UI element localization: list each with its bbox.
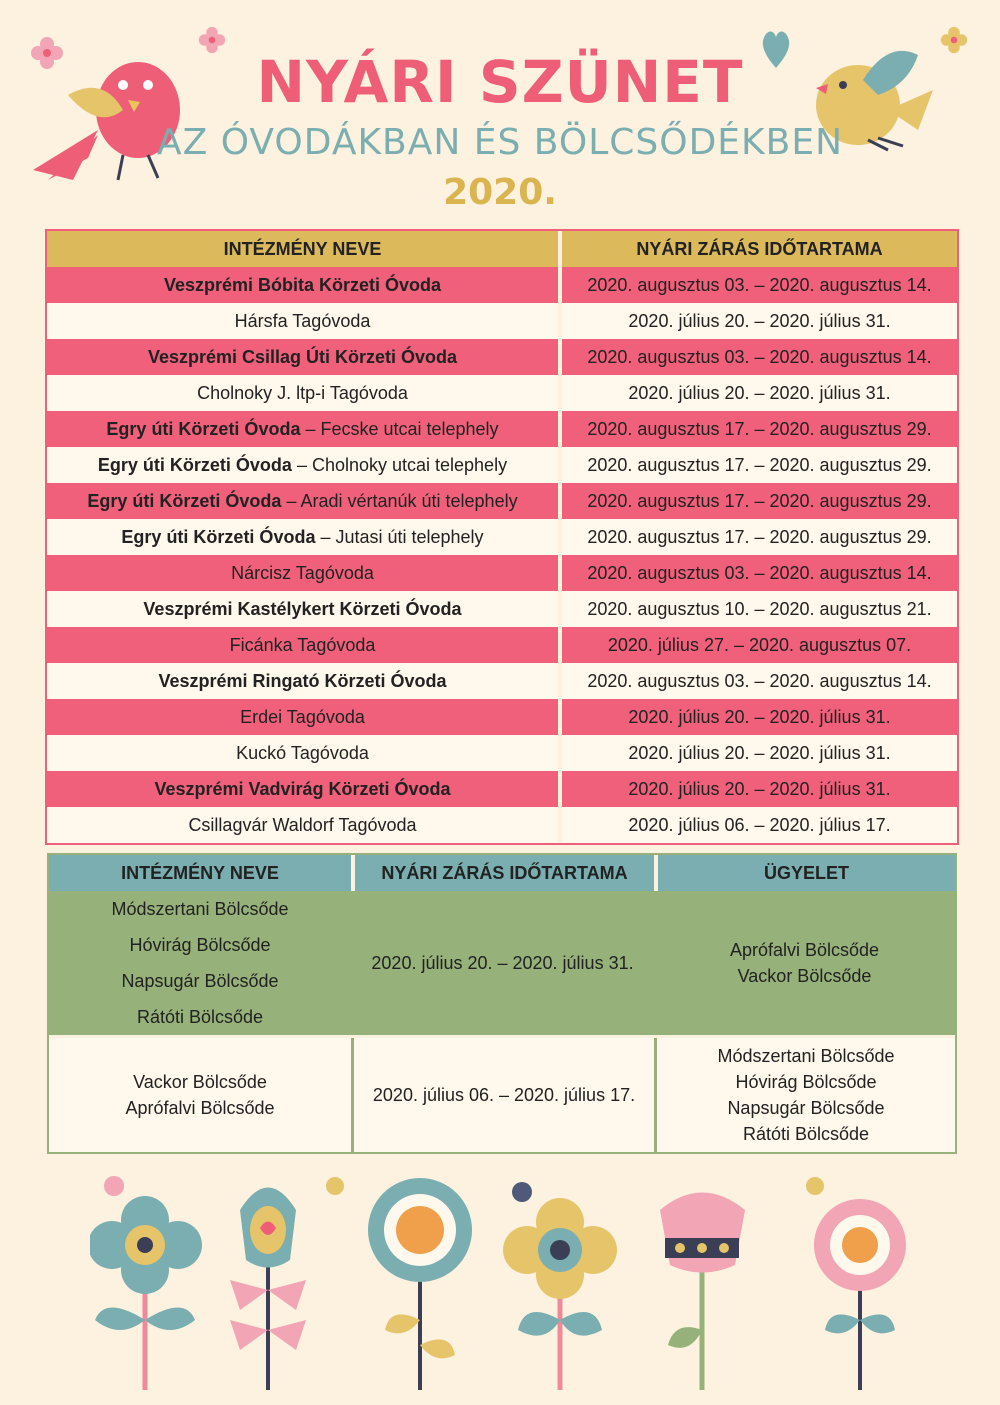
- institution-name-rest: – Fecske utcai telephely: [300, 418, 499, 439]
- page-subtitle: AZ ÓVODÁKBAN ÉS BÖLCSŐDÉKBEN: [156, 122, 844, 163]
- duty-name: Hóvirág Bölcsőde: [735, 1072, 877, 1092]
- table-row: [49, 1035, 955, 1152]
- institution-name-bold: Egry úti Körzeti Óvoda: [87, 490, 282, 511]
- closure-period: 2020. augusztus 03. – 2020. augusztus 14.: [587, 346, 932, 367]
- table-row: [47, 375, 957, 411]
- flower-icon: [90, 1170, 970, 1395]
- closure-period: 2020. augusztus 17. – 2020. augusztus 29.: [587, 418, 932, 439]
- closure-period: 2020. július 27. – 2020. augusztus 07.: [607, 634, 912, 655]
- table-row: [47, 447, 957, 483]
- institution-name: [47, 519, 562, 555]
- institution-name-rest: Ficánka Tagóvoda: [229, 634, 376, 655]
- institution-name: Napsugár Bölcsőde: [121, 971, 279, 991]
- institution-name: [47, 339, 562, 375]
- institution-name: [47, 483, 562, 519]
- header-institution: INTÉZMÉNY NEVE: [47, 231, 562, 267]
- table-row: [47, 411, 957, 447]
- table-row: [47, 699, 957, 735]
- institution-name: [47, 375, 562, 411]
- table-row: [47, 483, 957, 519]
- closure-period: 2020. július 20. – 2020. július 31.: [628, 742, 891, 763]
- institution-name-bold: Egry úti Körzeti Óvoda: [121, 526, 316, 547]
- table-row: [47, 735, 957, 771]
- institution-name-rest: Erdei Tagóvoda: [240, 706, 365, 727]
- table-row: [47, 663, 957, 699]
- table-row: [47, 519, 957, 555]
- kindergarten-table: [45, 229, 959, 845]
- table-row: [47, 555, 957, 591]
- closure-period: 2020. július 06. – 2020. július 17.: [628, 814, 891, 835]
- institution-name-bold: Veszprémi Vadvirág Körzeti Óvoda: [154, 778, 451, 799]
- duty-name: Módszertani Bölcsőde: [717, 1046, 895, 1066]
- institution-name: [47, 735, 562, 771]
- table-row: [47, 627, 957, 663]
- closure-period: 2020. augusztus 10. – 2020. augusztus 21.: [587, 598, 932, 619]
- institution-name: Rátóti Bölcsőde: [136, 1007, 264, 1027]
- institution-name-rest: Hársfa Tagóvoda: [234, 310, 371, 331]
- table-row: [47, 267, 957, 303]
- closure-period: 2020. július 20. – 2020. július 31.: [628, 382, 891, 403]
- table-header: [47, 231, 957, 267]
- institution-name-bold: Egry úti Körzeti Óvoda: [97, 454, 292, 475]
- duty-name: Napsugár Bölcsőde: [727, 1098, 885, 1118]
- institution-name-bold: Veszprémi Csillag Úti Körzeti Óvoda: [147, 346, 458, 367]
- nursery-table: [47, 853, 957, 1154]
- institution-name-rest: – Jutasi úti telephely: [315, 526, 484, 547]
- closure-period: 2020. július 20. – 2020. július 31.: [628, 310, 891, 331]
- institution-name-rest: – Aradi vértanúk úti telephely: [281, 490, 518, 511]
- institution-name: [47, 699, 562, 735]
- duty-name: Aprófalvi Bölcsőde: [729, 940, 880, 960]
- closure-period: 2020. augusztus 17. – 2020. augusztus 29.: [587, 490, 932, 511]
- page-year: 2020.: [443, 172, 557, 213]
- closure-period: 2020. július 06. – 2020. július 17.: [351, 1038, 654, 1152]
- closure-period: 2020. július 20. – 2020. július 31.: [371, 952, 634, 973]
- institution-name: [47, 807, 562, 843]
- duty-name: Vackor Bölcsőde: [737, 966, 872, 986]
- duty-names: [654, 891, 955, 1035]
- institution-name: [47, 303, 562, 339]
- table-row: [47, 303, 957, 339]
- duty-names: [654, 1038, 955, 1152]
- header-period: NYÁRI ZÁRÁS IDŐTARTAMA: [351, 855, 654, 891]
- institution-name: Aprófalvi Bölcsőde: [125, 1098, 275, 1118]
- table-row: [47, 771, 957, 807]
- closure-period: 2020. augusztus 17. – 2020. augusztus 29.: [587, 526, 932, 547]
- institution-name: Vackor Bölcsőde: [133, 1072, 267, 1092]
- closure-period: 2020. augusztus 17. – 2020. augusztus 29.: [587, 454, 932, 475]
- header-institution: INTÉZMÉNY NEVE: [121, 862, 279, 883]
- institution-name-bold: Veszprémi Ringató Körzeti Óvoda: [158, 670, 447, 691]
- closure-period: 2020. augusztus 03. – 2020. augusztus 14.: [587, 562, 932, 583]
- closure-period: 2020. július 20. – 2020. július 31.: [628, 778, 891, 799]
- table-row: [47, 807, 957, 843]
- header-duty: ÜGYELET: [654, 855, 955, 891]
- institution-name: [47, 267, 562, 303]
- institution-names: [49, 1038, 351, 1152]
- institution-name: [47, 663, 562, 699]
- institution-name: Hóvirág Bölcsőde: [129, 935, 271, 955]
- page-title: NYÁRI SZÜNET: [256, 48, 744, 116]
- header-period: NYÁRI ZÁRÁS IDŐTARTAMA: [636, 238, 883, 259]
- closure-period: 2020. július 20. – 2020. július 31.: [628, 706, 891, 727]
- institution-name-bold: Veszprémi Bóbita Körzeti Óvoda: [163, 274, 442, 295]
- table-row: [49, 891, 955, 1035]
- closure-period: 2020. augusztus 03. – 2020. augusztus 14.: [587, 670, 932, 691]
- duty-name: Rátóti Bölcsőde: [742, 1124, 870, 1144]
- institution-name: [47, 447, 562, 483]
- institution-name-rest: Cholnoky J. ltp-i Tagóvoda: [197, 382, 408, 403]
- closure-period: 2020. augusztus 03. – 2020. augusztus 14.: [587, 274, 932, 295]
- institution-name: [47, 411, 562, 447]
- institution-name-rest: Csillagvár Waldorf Tagóvoda: [188, 814, 417, 835]
- table-header: [49, 855, 955, 891]
- institution-name: Módszertani Bölcsőde: [111, 899, 289, 919]
- institution-name: [47, 771, 562, 807]
- institution-name-bold: Veszprémi Kastélykert Körzeti Óvoda: [143, 598, 462, 619]
- institution-name-rest: Nárcisz Tagóvoda: [231, 562, 374, 583]
- table-row: [47, 591, 957, 627]
- institution-name-rest: Kuckó Tagóvoda: [236, 742, 369, 763]
- institution-names: [49, 891, 351, 1035]
- institution-name: [47, 591, 562, 627]
- institution-name-rest: – Cholnoky utcai telephely: [291, 454, 508, 475]
- table-row: [47, 339, 957, 375]
- institution-name-bold: Egry úti Körzeti Óvoda: [106, 418, 301, 439]
- institution-name: [47, 555, 562, 591]
- institution-name: [47, 627, 562, 663]
